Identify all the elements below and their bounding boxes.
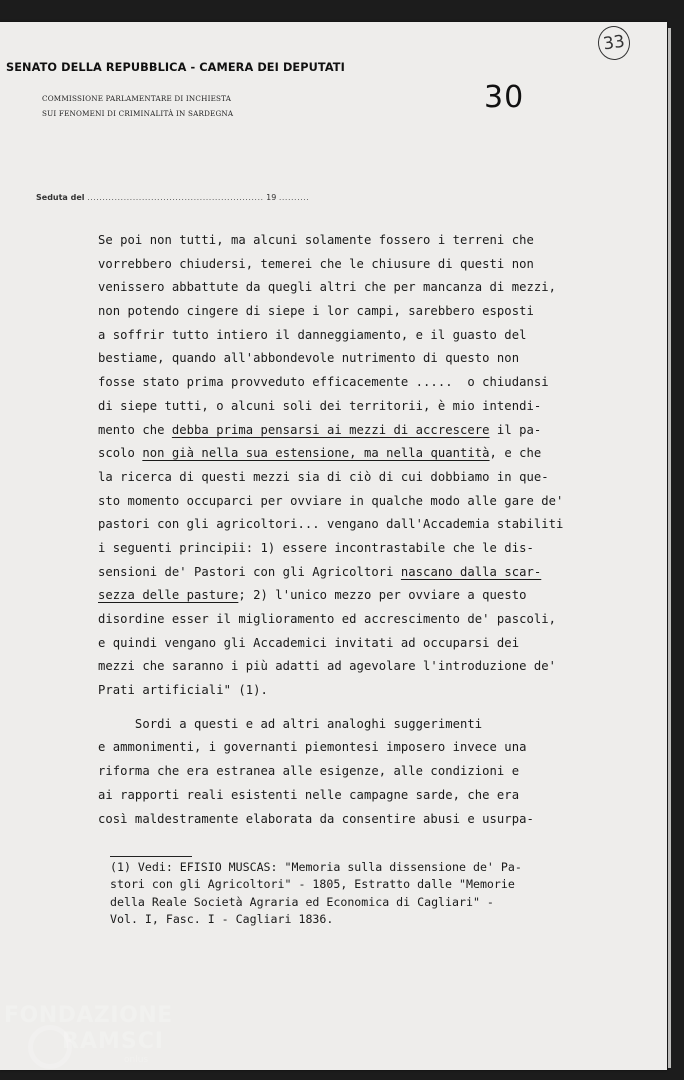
body-text	[98, 229, 638, 831]
footnote-line: Vol. I, Fasc. I - Cagliari 1836.	[110, 912, 334, 927]
underlined-phrase: sezza delle pasture	[98, 588, 239, 603]
text-line: i seguenti principii: 1) essere incontrastabile che le dis-	[98, 540, 534, 555]
text-line: ai rapporti reali esistenti nelle campagne sarde, che era	[98, 787, 520, 802]
watermark-line2: RAMSCI	[62, 1029, 165, 1054]
text-line: riforma che era estranea alle esigenze, alle condizioni e	[98, 764, 520, 779]
text-segment: ; 2) l'unico mezzo per ovviare a questo	[238, 588, 527, 603]
text-line: bestiame, quando all'abbondevole nutrimento di questo non	[98, 351, 520, 366]
text-line: sto momento occuparci per ovviare in qualche modo alle gare de'	[98, 493, 564, 508]
date-dots: ..........................................................	[87, 193, 264, 202]
text-segment: , e che	[489, 446, 542, 461]
text-line: Sordi a questi e ad altri analoghi suggerimenti	[98, 716, 483, 731]
folio-number-circled: 33	[596, 24, 632, 62]
text-segment: mento che	[98, 422, 172, 437]
text-line: mezzi che saranno i più adatti ad agevolare l'introduzione de'	[98, 659, 557, 674]
commission-name-line2: SUI FENOMENI DI CRIMINALITÀ IN SARDEGNA	[42, 109, 234, 118]
text-line: non potendo cingere di siepe i lor campi, sarebbero esposti	[98, 304, 534, 319]
seduta-label: Seduta del	[36, 193, 85, 202]
fondazione-gramsci-watermark	[4, 1003, 173, 1065]
text-segment: il pa-	[489, 422, 542, 437]
text-line: pastori con gli agricoltori... vengano dall'Accademia stabiliti	[98, 517, 564, 532]
paragraph-gap	[98, 703, 638, 713]
text-line: disordine esser il miglioramento ed accrescimento de' pascoli,	[98, 612, 557, 626]
text-line: a soffrir tutto intiero il danneggiamento, e il guasto del	[98, 327, 527, 342]
commission-name-line1: COMMISSIONE PARLAMENTARE DI INCHIESTA	[42, 94, 232, 103]
underlined-phrase: debba prima pensarsi ai mezzi di accrescere	[171, 422, 490, 437]
text-line: e quindi vengano gli Accademici invitati ad occuparsi dei	[98, 635, 520, 650]
footnote-line: (1) Vedi: EFISIO MUSCAS: "Memoria sulla dissensione de' Pa-	[110, 860, 522, 874]
text-line	[98, 584, 638, 608]
underlined-phrase: nascano dalla scar-	[400, 564, 542, 579]
text-line: e ammonimenti, i governanti piemontesi imposero invece una	[98, 740, 527, 755]
year-dots: ..........	[278, 193, 310, 202]
text-line	[98, 442, 638, 466]
footnote-line: stori con gli Agricoltori" - 1805, Estratto dalle "Memorie	[110, 877, 515, 892]
seduta-year: 19	[266, 193, 277, 202]
text-line: così maldestramente elaborata da consentire abusi e usurpa-	[98, 811, 534, 826]
text-line: Prati artificiali" (1).	[98, 683, 268, 698]
text-line: fosse stato prima provveduto efficacemente ..... o chiudansi	[98, 375, 549, 390]
footnote	[110, 859, 630, 929]
footnote-divider	[110, 856, 192, 857]
text-line: venissero abbattute da quegli altri che per mancanza di mezzi,	[98, 280, 557, 295]
text-line	[98, 419, 638, 443]
session-date-line	[36, 193, 309, 202]
page-number: 30	[484, 80, 525, 115]
page-edge	[668, 28, 671, 1068]
watermark-line1: FONDAZIONE	[4, 1003, 173, 1028]
underlined-phrase: non già nella sua estensione, ma nella quantità	[142, 446, 490, 461]
text-line: la ricerca di questi mezzi sia di ciò di cui dobbiamo in que-	[98, 469, 549, 484]
text-line	[98, 561, 638, 585]
footnote-line: della Reale Società Agraria ed Economica di Cagliari" -	[110, 894, 494, 909]
watermark-line3: onlus	[124, 1055, 149, 1065]
text-segment: scolo	[98, 446, 143, 461]
text-line: vorrebbero chiudersi, temerei che le chiusure di questi non	[98, 256, 534, 271]
institution-title: SENATO DELLA REPUBBLICA - CAMERA DEI DEPUTATI	[6, 61, 345, 74]
text-segment: sensioni de' Pastori con gli Agricoltori	[98, 564, 401, 579]
text-line: Se poi non tutti, ma alcuni solamente fossero i terreni che	[98, 233, 534, 247]
text-line: di siepe tutti, o alcuni soli dei territorii, è mio intendi-	[98, 398, 542, 413]
